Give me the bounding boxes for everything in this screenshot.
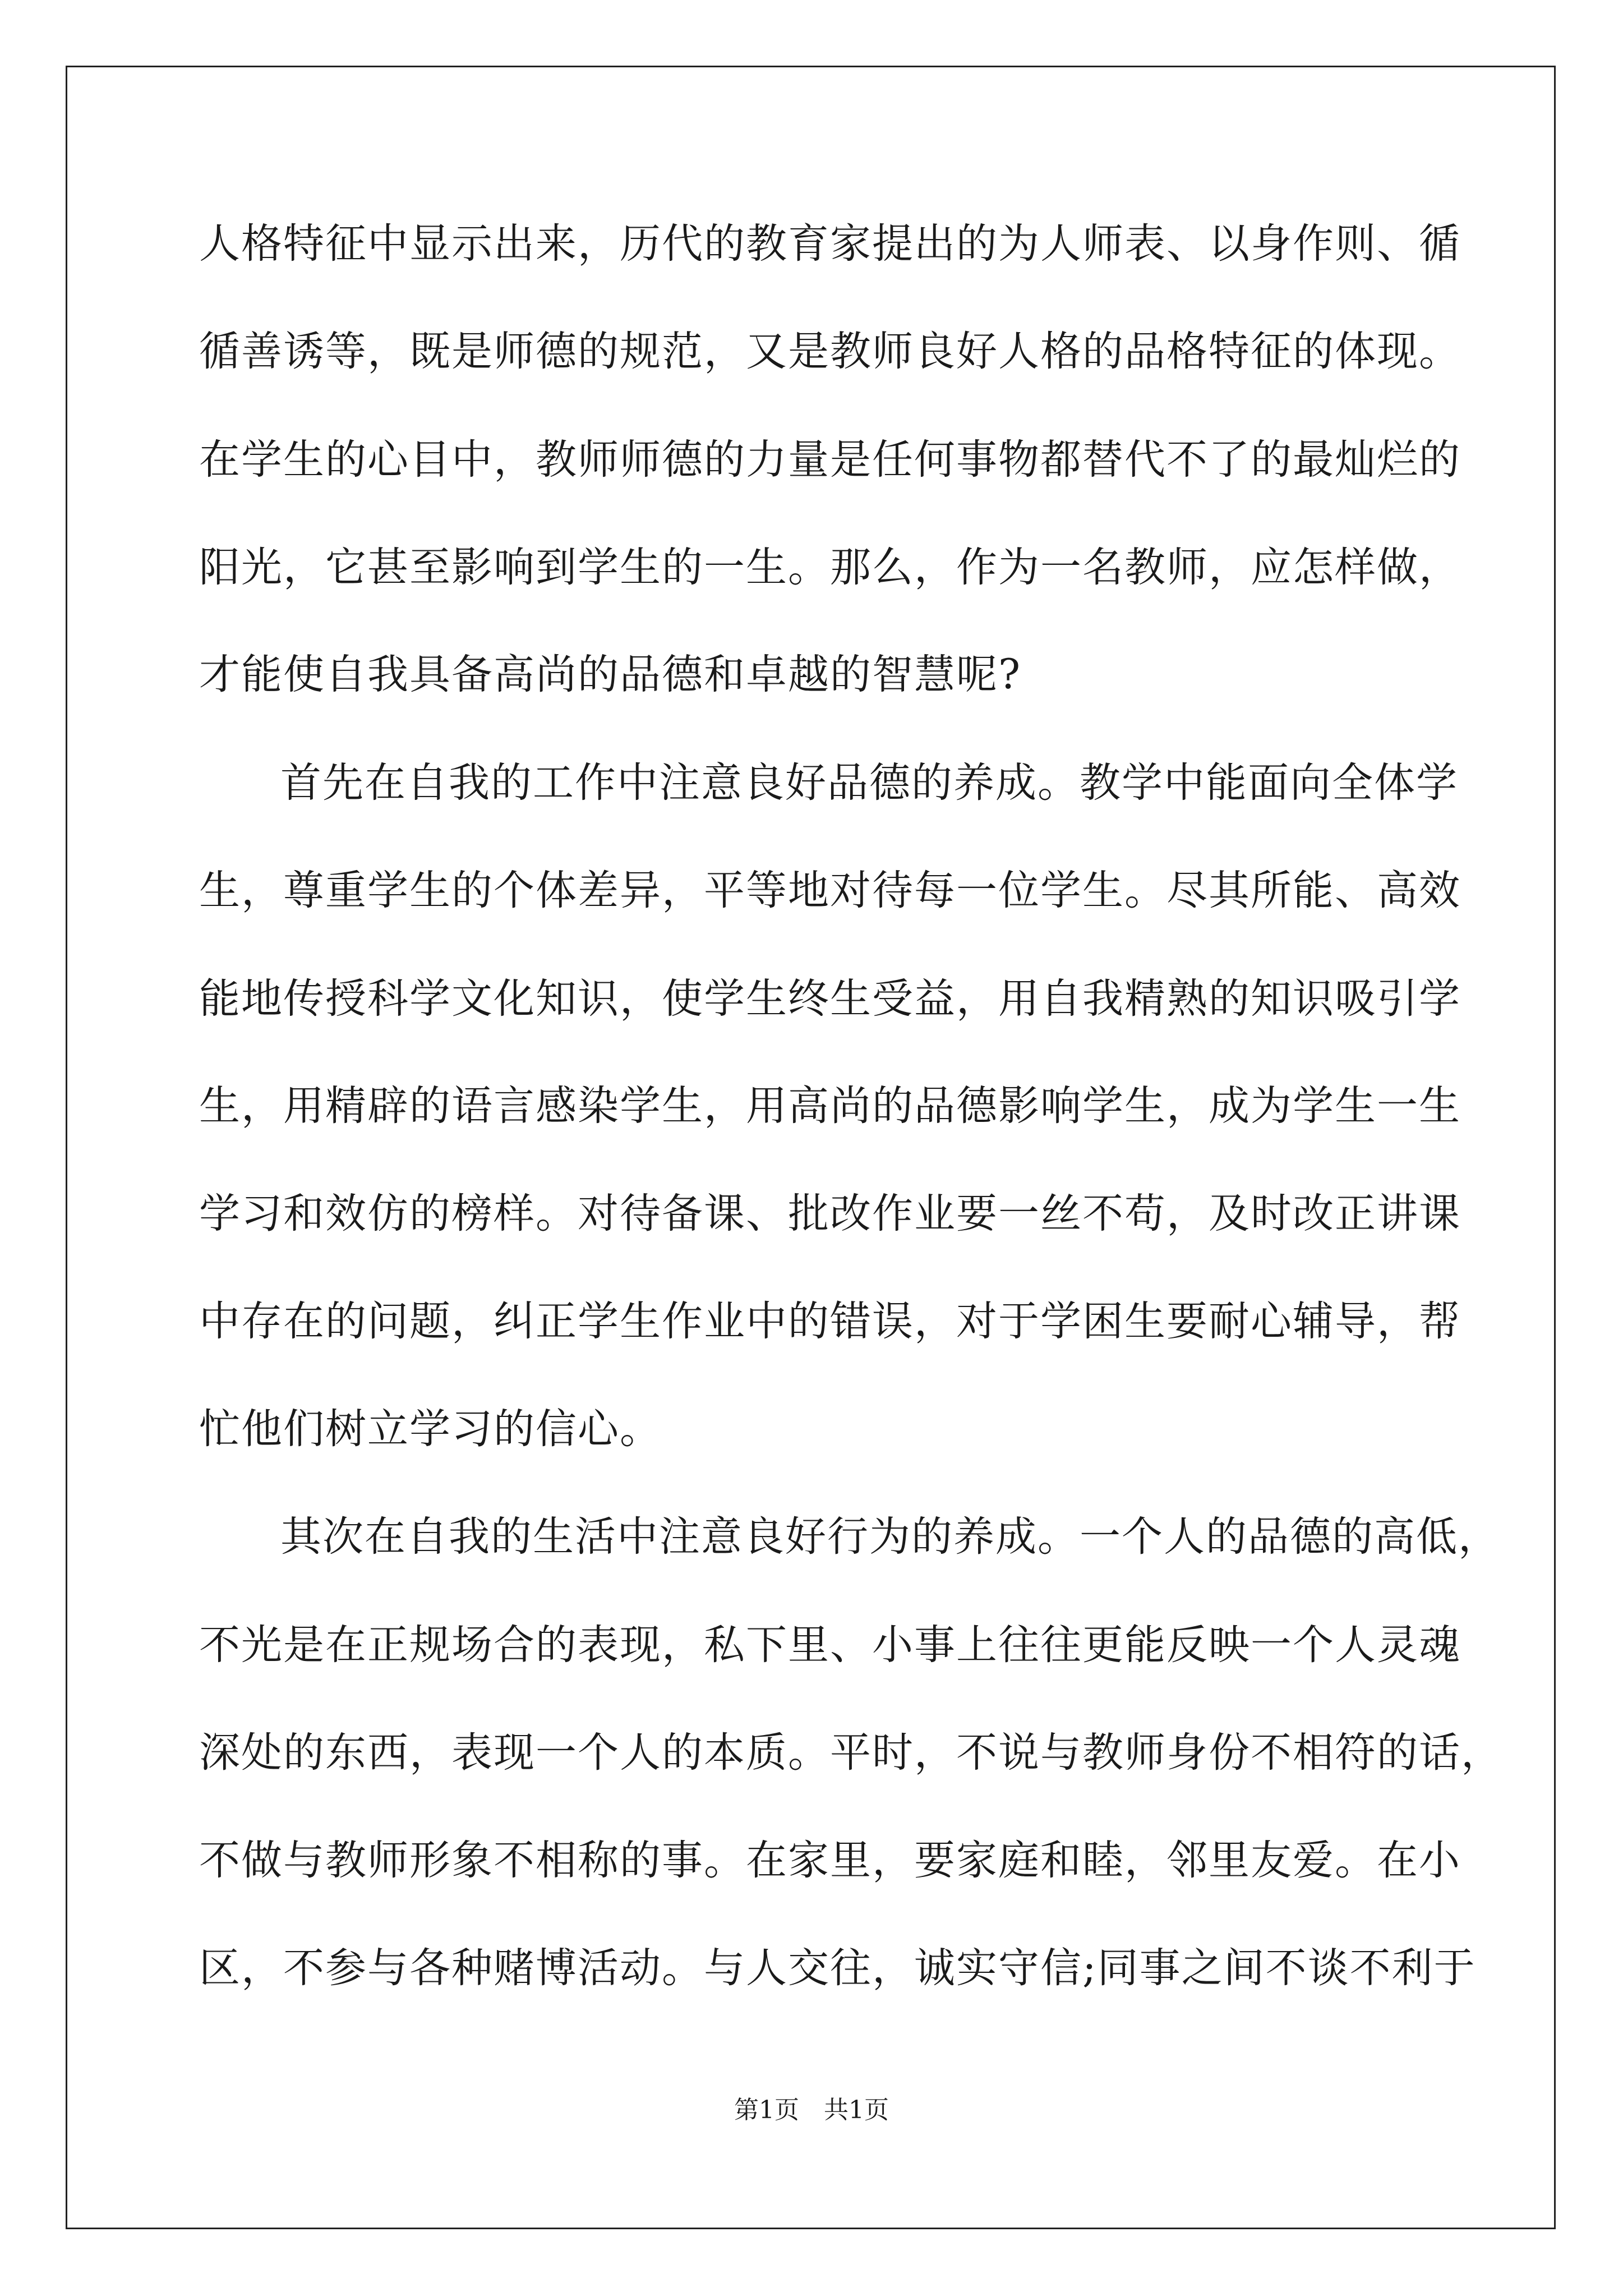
paragraph-first-line: 首先在自我的工作中注意良好品德的养成。教学中能面向全体学 <box>280 759 1458 807</box>
text-line: 生，用精辟的语言感染学生，用高尚的品德影响学生，成为学生一生 <box>199 1082 1461 1130</box>
text-line: 才能使自我具备高尚的品德和卓越的智慧呢? <box>199 651 1022 698</box>
page-footer: 第1页 共1页 <box>734 2096 889 2124</box>
text-line: 区，不参与各种赌博活动。与人交往，诚实守信;同事之间不谈不利于 <box>199 1944 1476 1992</box>
text-line: 中存在的问题，纠正学生作业中的错误，对于学困生要耐心辅导，帮 <box>199 1297 1461 1345</box>
text-line: 在学生的心目中，教师师德的力量是任何事物都替代不了的最灿烂的 <box>199 436 1461 484</box>
text-line: 深处的东西，表现一个人的本质。平时，不说与教师身份不相符的话， <box>199 1729 1503 1777</box>
text-line: 忙他们树立学习的信心。 <box>199 1405 662 1453</box>
text-line: 阳光，它甚至影响到学生的一生。那么，作为一名教师，应怎样做， <box>199 544 1461 591</box>
page-border <box>66 66 1556 2229</box>
paragraph-first-line: 其次在自我的生活中注意良好行为的养成。一个人的品德的高低， <box>280 1513 1500 1561</box>
text-line: 生，尊重学生的个体差异，平等地对待每一位学生。尽其所能、高效 <box>199 867 1461 914</box>
text-line: 学习和效仿的榜样。对待备课、批改作业要一丝不苟，及时改正讲课 <box>199 1190 1461 1237</box>
text-line: 不光是在正规场合的表现，私下里、小事上往往更能反映一个人灵魂 <box>199 1621 1461 1669</box>
text-line: 不做与教师形象不相称的事。在家里，要家庭和睦，邻里友爱。在小 <box>199 1837 1461 1884</box>
text-line: 能地传授科学文化知识，使学生终生受益，用自我精熟的知识吸引学 <box>199 975 1461 1023</box>
text-line: 循善诱等，既是师德的规范，又是教师良好人格的品格特征的体现。 <box>199 328 1461 375</box>
text-line: 人格特征中显示出来，历代的教育家提出的为人师表、以身作则、循 <box>199 220 1461 268</box>
